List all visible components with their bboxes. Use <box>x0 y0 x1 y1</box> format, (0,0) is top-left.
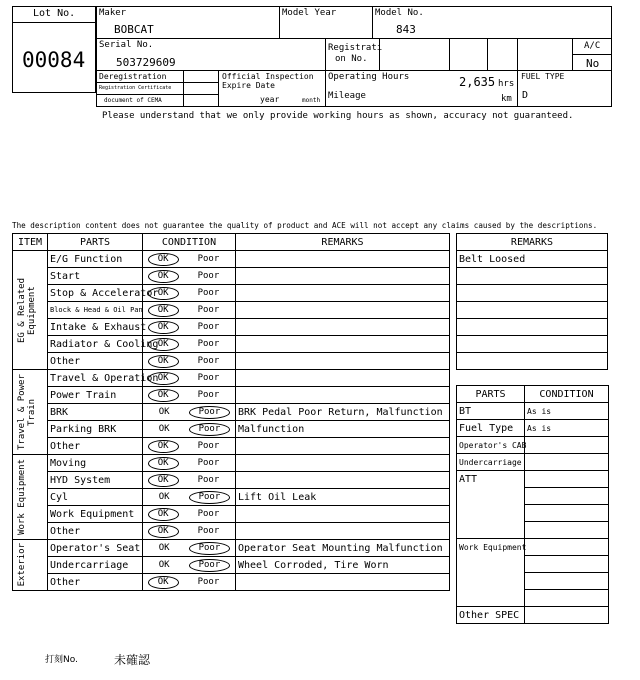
fuel-label: Fuel Type <box>457 420 525 437</box>
header-divider <box>572 54 612 55</box>
other-spec-label: Other SPEC <box>457 607 525 624</box>
remark-cell <box>236 251 450 268</box>
remark-cell <box>236 472 450 489</box>
side-condition-header: CONDITION <box>525 386 609 403</box>
work-equipment-value <box>525 556 609 573</box>
condition-cell <box>143 336 236 353</box>
part-name: Travel & Operation <box>48 370 143 387</box>
remark-cell <box>236 353 450 370</box>
condition-cell <box>143 319 236 336</box>
condition-cell <box>143 370 236 387</box>
fuel-value: As is <box>525 420 609 437</box>
serial-value: 503729609 <box>116 56 176 69</box>
group-label-cell <box>13 370 48 455</box>
condition-poor: Poor <box>189 491 231 504</box>
year-label: year <box>260 95 280 104</box>
table-row <box>13 472 450 489</box>
remark-cell <box>236 506 450 523</box>
side-row-work <box>457 539 609 556</box>
condition-cell <box>143 540 236 557</box>
condition-cell <box>143 438 236 455</box>
model-no-value: 843 <box>396 23 416 36</box>
cema-label: document of CEMA <box>104 97 162 104</box>
side-row-undercarriage <box>457 454 609 471</box>
part-name: Start <box>48 268 143 285</box>
work-equipment-label: Work Equipment <box>457 539 525 607</box>
cab-label: Operator's CAB <box>457 437 525 454</box>
part-name: Intake & Exhaust <box>48 319 143 336</box>
condition-poor: Poor <box>197 457 220 468</box>
condition-poor: Poor <box>197 355 220 366</box>
month-label: month <box>302 97 321 104</box>
condition-cell <box>143 353 236 370</box>
condition-poor: Poor <box>197 270 220 281</box>
cab-value <box>525 437 609 454</box>
work-equipment-value <box>525 573 609 590</box>
table-row <box>13 302 450 319</box>
side-remark <box>457 319 608 336</box>
att-value <box>525 471 609 488</box>
header-divider <box>449 38 450 70</box>
condition-ok: OK <box>148 355 179 368</box>
part-name: Parking BRK <box>48 421 143 438</box>
header-divider <box>279 6 280 38</box>
disclaimer: The description content does not guarantee the quality of product and ACE will not accept any claims caused by the descriptions. <box>12 221 598 230</box>
condition-ok: OK <box>158 491 170 502</box>
side-parts-header: PARTS <box>457 386 525 403</box>
side-remarks-row <box>457 319 608 336</box>
side-remarks-header: REMARKS <box>457 234 608 251</box>
condition-poor: Poor <box>197 508 220 519</box>
mileage-unit: km <box>501 94 512 104</box>
registration-label-1: Registrati <box>328 43 383 53</box>
remark-cell <box>236 455 450 472</box>
side-remark <box>457 336 608 353</box>
undercarriage-value <box>525 454 609 471</box>
side-remark <box>457 302 608 319</box>
header-divider <box>96 94 218 95</box>
part-name: Power Train <box>48 387 143 404</box>
condition-header: CONDITION <box>143 234 236 251</box>
side-remark <box>457 268 608 285</box>
condition-poor: Poor <box>197 304 220 315</box>
condition-poor: Poor <box>189 423 231 436</box>
header-divider <box>487 38 488 70</box>
att-value <box>525 522 609 539</box>
side-remarks-row <box>457 268 608 285</box>
table-row <box>13 421 450 438</box>
table-row <box>13 336 450 353</box>
condition-ok: OK <box>148 372 179 385</box>
remark-cell <box>236 336 450 353</box>
remark-cell <box>236 387 450 404</box>
condition-ok: OK <box>158 406 170 417</box>
maker-label: Maker <box>99 8 127 18</box>
remark-cell <box>236 370 450 387</box>
fuel-type-value: D <box>522 90 529 101</box>
remark-cell <box>236 268 450 285</box>
part-name: HYD System <box>48 472 143 489</box>
group-label-cell <box>13 455 48 540</box>
table-row <box>13 506 450 523</box>
condition-poor: Poor <box>197 321 220 332</box>
group-label-cell <box>13 251 48 370</box>
side-remarks-table <box>456 233 608 370</box>
lot-label-divider <box>12 22 96 23</box>
condition-cell <box>143 472 236 489</box>
condition-poor: Poor <box>197 525 220 536</box>
condition-ok: OK <box>148 457 179 470</box>
deregistration-label: Deregistration <box>99 72 167 81</box>
att-label: ATT <box>457 471 525 539</box>
condition-ok: OK <box>148 270 179 283</box>
condition-cell <box>143 506 236 523</box>
table-row <box>13 370 450 387</box>
side-remark: Belt Loosed <box>457 251 608 268</box>
group-label: Travel & Power Train <box>17 374 37 450</box>
remark-cell: Wheel Corroded, Tire Worn <box>236 557 450 574</box>
table-row <box>13 540 450 557</box>
condition-ok: OK <box>148 338 179 351</box>
part-name: Other <box>48 438 143 455</box>
side-row-att <box>457 471 609 488</box>
table-row <box>13 404 450 421</box>
maker-value: BOBCAT <box>114 23 154 36</box>
side-remarks-row <box>457 285 608 302</box>
operating-hours-label: Operating Hours <box>328 72 410 82</box>
work-equipment-value <box>525 590 609 607</box>
condition-ok: OK <box>148 389 179 402</box>
condition-cell <box>143 574 236 591</box>
condition-cell <box>143 302 236 319</box>
table-row <box>13 319 450 336</box>
condition-ok: OK <box>148 304 179 317</box>
table-row <box>13 574 450 591</box>
condition-poor: Poor <box>197 338 220 349</box>
part-name: Moving <box>48 455 143 472</box>
condition-poor: Poor <box>189 542 231 555</box>
serial-label: Serial No. <box>99 40 154 50</box>
side-remarks-row <box>457 251 608 268</box>
part-name: Other <box>48 353 143 370</box>
condition-ok: OK <box>148 525 179 538</box>
lot-label: Lot No. <box>33 8 76 19</box>
condition-cell <box>143 489 236 506</box>
remark-cell: Malfunction <box>236 421 450 438</box>
part-name: Other <box>48 523 143 540</box>
remark-cell <box>236 319 450 336</box>
condition-table <box>12 233 450 591</box>
side-remark <box>457 285 608 302</box>
remark-cell: Lift Oil Leak <box>236 489 450 506</box>
group-label: EG & Related Equipment <box>17 277 37 343</box>
table-row <box>13 387 450 404</box>
group-label-cell <box>13 540 48 591</box>
condition-cell <box>143 251 236 268</box>
side-row-cab <box>457 437 609 454</box>
remark-cell <box>236 438 450 455</box>
header-divider <box>96 70 612 71</box>
model-year-label: Model Year <box>282 8 337 18</box>
condition-ok: OK <box>148 253 179 266</box>
condition-ok: OK <box>158 423 170 434</box>
condition-cell <box>143 404 236 421</box>
part-name: Work Equipment <box>48 506 143 523</box>
remarks-header: REMARKS <box>236 234 450 251</box>
side-remarks-row <box>457 336 608 353</box>
condition-poor: Poor <box>189 559 231 572</box>
header-divider <box>218 70 219 107</box>
header-divider <box>517 38 518 107</box>
remark-cell: Operator Seat Mounting Malfunction <box>236 540 450 557</box>
inspection-label-2: Expire Date <box>222 81 275 90</box>
condition-cell <box>143 421 236 438</box>
table-row <box>13 268 450 285</box>
side-remark <box>457 353 608 370</box>
table-row <box>13 285 450 302</box>
parts-header: PARTS <box>48 234 143 251</box>
remark-cell <box>236 574 450 591</box>
remark-cell: BRK Pedal Poor Return, Malfunction <box>236 404 450 421</box>
ac-value: No <box>586 57 600 70</box>
group-label: Work Equipment <box>17 459 27 535</box>
table-row <box>13 455 450 472</box>
part-name: Undercarriage <box>48 557 143 574</box>
remark-cell <box>236 302 450 319</box>
condition-ok: OK <box>148 474 179 487</box>
header-divider <box>325 38 326 107</box>
table-row <box>13 438 450 455</box>
stamp-no-value: 未確認 <box>114 653 151 667</box>
condition-ok: OK <box>148 287 179 300</box>
condition-poor: Poor <box>197 576 220 587</box>
table-row <box>13 489 450 506</box>
condition-cell <box>143 523 236 540</box>
model-no-label: Model No. <box>375 8 424 18</box>
ac-label: A/C <box>584 41 601 51</box>
header-divider <box>96 38 612 39</box>
table-row <box>13 557 450 574</box>
part-name: Stop & Accelerator <box>48 285 143 302</box>
side-remarks-row <box>457 353 608 370</box>
condition-cell <box>143 285 236 302</box>
registration-label-2: on No. <box>335 54 368 64</box>
mileage-label: Mileage <box>328 91 366 101</box>
condition-cell <box>143 268 236 285</box>
part-name: Cyl <box>48 489 143 506</box>
side-row-other-spec <box>457 607 609 624</box>
side-parts-table <box>456 385 609 624</box>
condition-ok: OK <box>158 542 170 553</box>
registration-certificate-label: Registration Certificate <box>99 85 172 91</box>
operating-hours-value: 2,635 <box>459 75 496 89</box>
header-divider <box>372 6 373 38</box>
att-value <box>525 505 609 522</box>
part-name: Block & Head & Oil Pan <box>48 302 143 319</box>
lot-number: 00084 <box>22 48 86 72</box>
condition-poor: Poor <box>189 406 231 419</box>
att-value <box>525 488 609 505</box>
condition-poor: Poor <box>197 287 220 298</box>
condition-ok: OK <box>148 576 179 589</box>
table-row <box>13 523 450 540</box>
condition-poor: Poor <box>197 389 220 400</box>
group-label: Exterior <box>17 543 27 587</box>
remark-cell <box>236 523 450 540</box>
fuel-type-label: FUEL TYPE <box>521 72 565 81</box>
condition-cell <box>143 455 236 472</box>
table-row <box>13 353 450 370</box>
hours-notice: Please understand that we only provide working hours as shown, accuracy not guaranteed. <box>102 111 574 121</box>
bt-label: BT <box>457 403 525 420</box>
side-remarks-row <box>457 302 608 319</box>
condition-cell <box>143 387 236 404</box>
item-header: ITEM <box>13 234 48 251</box>
part-name: Operator's Seat <box>48 540 143 557</box>
condition-ok: OK <box>148 321 179 334</box>
part-name: BRK <box>48 404 143 421</box>
condition-poor: Poor <box>197 474 220 485</box>
work-equipment-value <box>525 539 609 556</box>
header-divider <box>183 70 184 107</box>
side-row-fuel <box>457 420 609 437</box>
condition-cell <box>143 557 236 574</box>
stamp-no-label: 打刻No. <box>45 655 78 665</box>
undercarriage-label: Undercarriage <box>457 454 525 471</box>
condition-ok: OK <box>148 440 179 453</box>
condition-poor: Poor <box>197 253 220 264</box>
part-name: E/G Function <box>48 251 143 268</box>
other-spec-value <box>525 607 609 624</box>
condition-poor: Poor <box>197 440 220 451</box>
condition-ok: OK <box>158 559 170 570</box>
table-row <box>13 251 450 268</box>
header-divider <box>96 82 218 83</box>
hours-unit: hrs <box>498 79 515 89</box>
remark-cell <box>236 285 450 302</box>
side-row-bt <box>457 403 609 420</box>
part-name: Radiator & Cooling <box>48 336 143 353</box>
condition-table-header <box>13 234 450 251</box>
bt-value: As is <box>525 403 609 420</box>
part-name: Other <box>48 574 143 591</box>
condition-ok: OK <box>148 508 179 521</box>
inspection-label-1: Official Inspection <box>222 72 314 81</box>
condition-poor: Poor <box>197 372 220 383</box>
